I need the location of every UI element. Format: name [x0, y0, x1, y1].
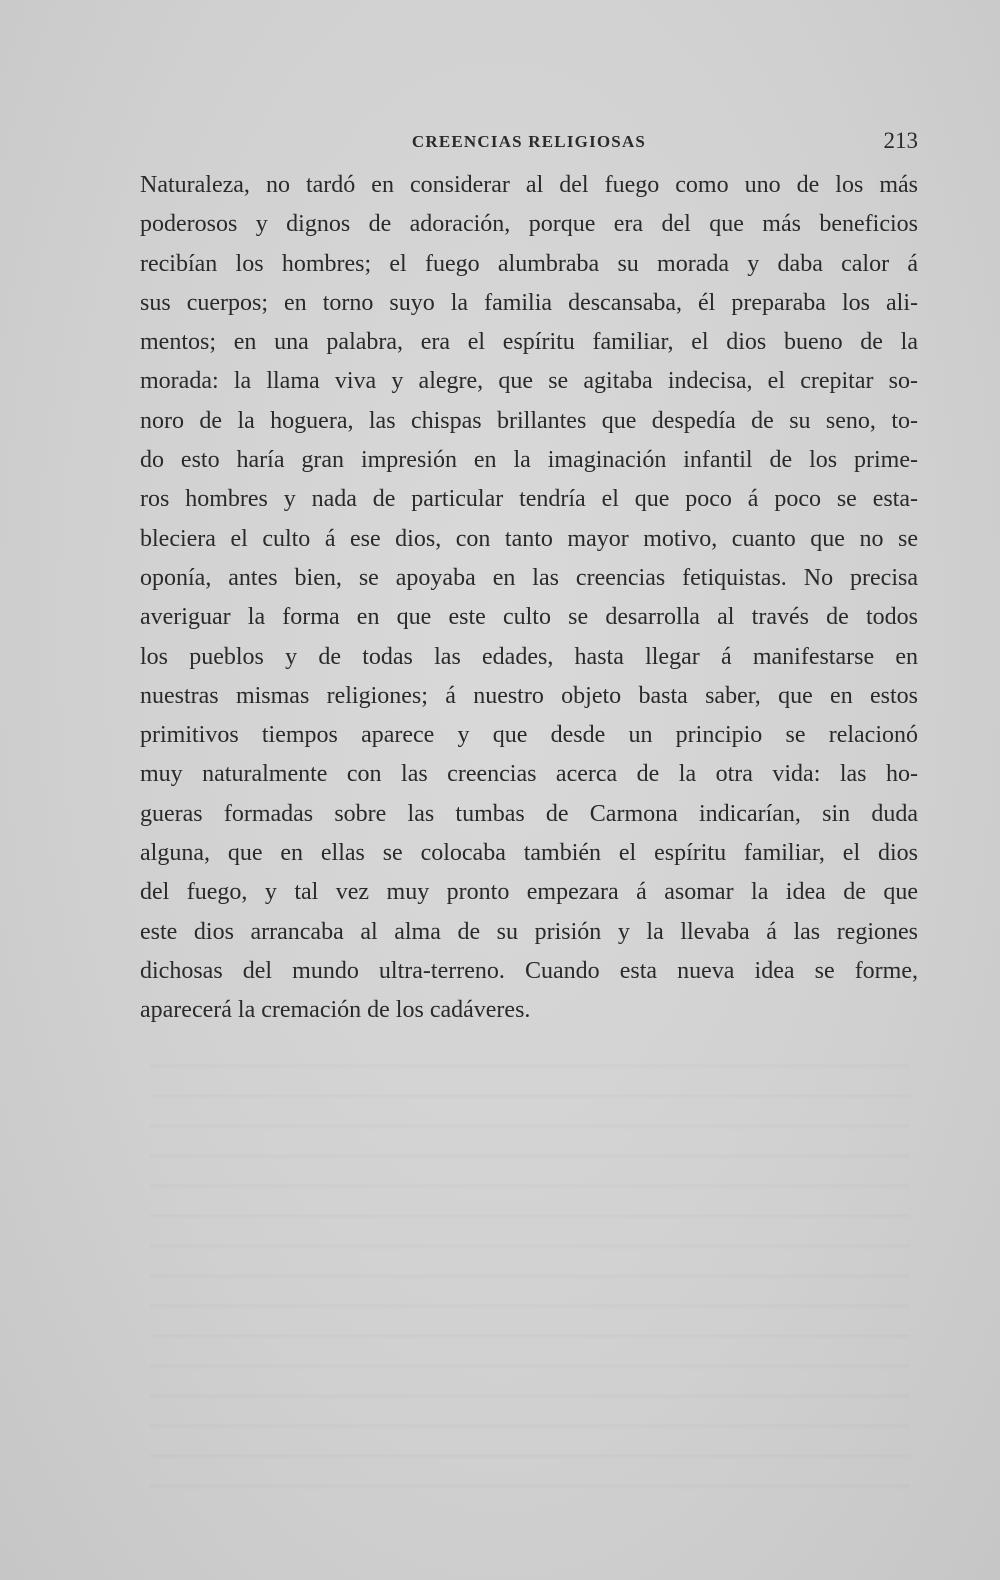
- text-line: Naturaleza, no tardó en considerar al del fuego como uno de los más: [140, 172, 918, 198]
- text-line: muy naturalmente con las creencias acerca de la otra vida: las ho-: [140, 761, 918, 788]
- text-line: bleciera el culto á ese dios, con tanto mayor motivo, cuanto que no se: [140, 525, 918, 552]
- text-line: averiguar la forma en que este culto se desarrolla al través de todos: [140, 604, 918, 631]
- text-line: noro de la hoguera, las chispas brillantes que despedía de su seno, to-: [140, 407, 918, 434]
- text-line: alguna, que en ellas se colocaba también el espíritu familiar, el dios: [140, 840, 918, 867]
- text-line: do esto haría gran impresión en la imaginación infantil de los prime-: [140, 447, 918, 474]
- text-line: morada: la llama viva y alegre, que se agitaba indecisa, el crepitar so-: [140, 368, 918, 395]
- text-line: recibían los hombres; el fuego alumbraba su morada y daba calor á: [140, 250, 918, 277]
- text-line: oponía, antes bien, se apoyaba en las creencias fetiquistas. No precisa: [140, 564, 918, 591]
- show-through-texture: [150, 1040, 910, 1500]
- text-line-last: aparecerá la cremación de los cadáveres.: [140, 997, 531, 1024]
- text-line: gueras formadas sobre las tumbas de Carmona indicarían, sin duda: [140, 800, 918, 827]
- text-line: este dios arrancaba al alma de su prisión y la llevaba á las regiones: [140, 918, 918, 945]
- text-line: ros hombres y nada de particular tendría el que poco á poco se esta-: [140, 486, 918, 513]
- running-head: CREENCIAS RELIGIOSAS: [411, 132, 647, 151]
- text-line: sus cuerpos; en torno suyo la familia descansaba, él preparaba los ali-: [140, 289, 918, 316]
- text-line: primitivos tiempos aparece y que desde un principio se relacionó: [140, 722, 918, 749]
- text-line: nuestras mismas religiones; á nuestro objeto basta saber, que en estos: [140, 682, 918, 709]
- text-line: dichosas del mundo ultra-terreno. Cuando esta nueva idea se forme,: [140, 957, 918, 984]
- page-header: [140, 128, 918, 158]
- text-line: mentos; en una palabra, era el espíritu familiar, el dios bueno de la: [140, 329, 918, 356]
- body-text: [140, 166, 918, 1031]
- text-line: del fuego, y tal vez muy pronto empezara á asomar la idea de que: [140, 879, 918, 906]
- text-line: los pueblos y de todas las edades, hasta llegar á manifestarse en: [140, 643, 918, 670]
- text-line: poderosos y dignos de adoración, porque era del que más beneficios: [140, 211, 918, 238]
- page-number: 213: [883, 128, 918, 153]
